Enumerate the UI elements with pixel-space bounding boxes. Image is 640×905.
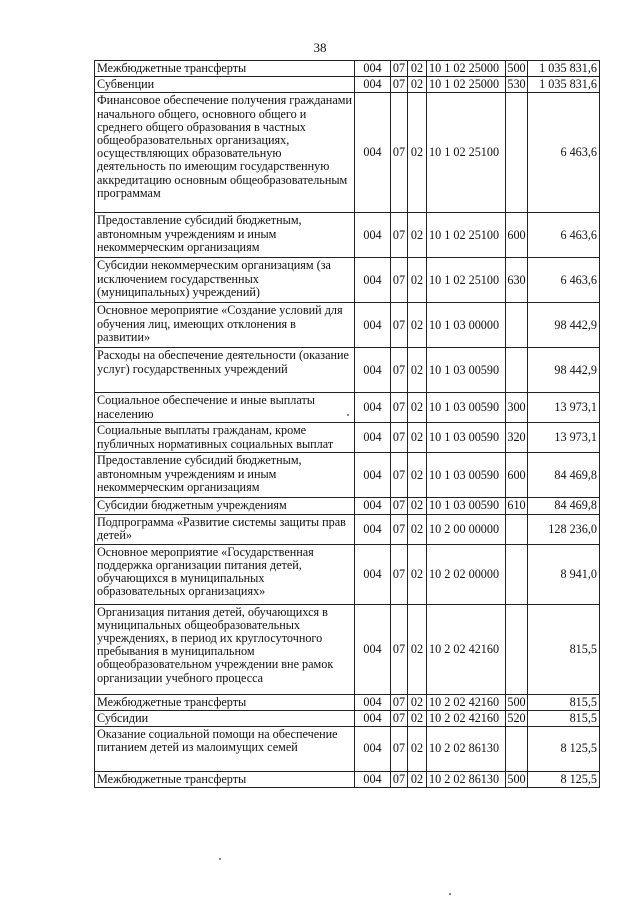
section-code-cell: 07 [391,604,408,694]
section-code-cell: 07 [391,423,408,453]
table-body [95,61,600,788]
table-row [95,544,600,604]
subsection-code-cell: 02 [408,772,427,788]
table-row [95,93,600,213]
amount-cell: 815,5 [528,604,600,694]
subsection-code-cell: 02 [408,453,427,498]
page-number: 38 [313,40,327,55]
expense-type-cell: 320 [506,423,528,453]
target-article-cell: 10 2 02 42160 [427,710,506,726]
subsection-code-cell: 02 [408,544,427,604]
target-article-cell: 10 2 02 86130 [427,727,506,772]
table-row [95,453,600,498]
grbs-code-cell: 004 [355,77,391,93]
expense-type-cell: 500 [507,61,526,75]
subsection-code-cell: 02 [408,258,427,303]
section-code-cell: 07 [391,498,408,514]
grbs-code-cell: 004 [355,258,391,303]
target-article-cell: 10 1 02 25000 [427,77,506,93]
target-article-cell: 10 1 03 00590 [427,348,506,393]
amount-cell: 815,5 [528,710,600,726]
item-name-cell: Межбюджетные трансферты [95,61,355,77]
table-row [95,393,600,423]
item-name-cell: Субсидии бюджетным учреждениям [95,498,355,514]
table-row [95,498,600,514]
section-code-cell: 07 [391,393,408,423]
amount-cell: 1 035 831,6 [528,61,600,77]
subsection-code-cell: 02 [408,93,427,213]
expense-type-cell: 500 [507,694,526,709]
table-row [95,77,600,93]
section-code-cell: 07 [391,348,408,393]
section-code-cell: 07 [391,93,408,213]
item-name-cell: Расходы на обеспечение деятельности (оказание услуг) государственных учреждений [95,348,355,393]
section-code-cell: 07 [391,61,408,77]
grbs-code-cell: 004 [355,93,391,213]
budget-table [94,60,600,788]
item-name-cell: Основное мероприятие «Государственная поддержка организации питания детей, обучающихся в муниципальных образовательных организациях» [95,544,355,604]
amount-cell: 6 463,6 [528,258,600,303]
target-article-cell: 10 2 02 00000 [427,544,506,604]
amount-cell: 13 973,1 [528,423,600,453]
amount-cell: 1 035 831,6 [528,77,600,93]
target-article-cell: 10 1 03 00590 [427,453,506,498]
amount-cell: 8 941,0 [528,544,600,604]
target-article-cell: 10 1 03 00590 [427,393,506,423]
subsection-code-cell: 02 [408,393,427,423]
grbs-code-cell: 004 [355,514,391,544]
expense-type-cell [506,604,528,694]
table-row [95,514,600,544]
amount-cell: 8 125,5 [528,727,600,772]
item-name-cell: Субсидии [95,710,355,726]
target-article-cell: 10 1 03 00000 [427,303,506,348]
expense-type-cell: 630 [506,258,528,303]
amount-cell: 84 469,8 [528,453,600,498]
target-article-cell: 10 2 00 00000 [427,514,506,544]
subsection-code-cell: 02 [408,348,427,393]
scan-speck [219,858,221,860]
amount-cell: 98 442,9 [528,303,600,348]
target-article-cell: 10 2 02 42160 [427,694,506,710]
scan-speck [449,893,451,895]
subsection-code-cell: 02 [408,77,427,93]
expense-type-cell [506,727,528,772]
grbs-code-cell: 004 [355,61,391,77]
expense-type-cell: 600 [506,213,528,258]
section-code-cell: 07 [391,514,408,544]
item-name-cell: Социальные выплаты гражданам, кроме публичных нормативных социальных выплат [95,423,355,453]
grbs-code-cell: 004 [355,604,391,694]
target-article-cell: 10 1 03 00590 [427,423,506,453]
subsection-code-cell: 02 [408,213,427,258]
table-row [95,694,600,710]
target-article-cell: 10 1 02 25100 [427,93,506,213]
amount-cell: 98 442,9 [528,348,600,393]
subsection-code-cell: 02 [408,303,427,348]
subsection-code-cell: 02 [408,710,427,726]
expense-type-cell: 600 [506,453,528,498]
item-name-cell: Субсидии некоммерческим организациям (за исключением государственных (муниципальных) учреждений) [95,258,355,303]
amount-cell: 13 973,1 [528,393,600,423]
section-code-cell: 07 [391,303,408,348]
grbs-code-cell: 004 [355,498,391,514]
item-name-cell: Подпрограмма «Развитие системы защиты прав детей» [95,514,355,544]
expense-type-cell: 610 [507,498,526,513]
section-code-cell: 07 [391,258,408,303]
section-code-cell: 07 [391,77,408,93]
subsection-code-cell: 02 [408,727,427,772]
item-name-cell: Межбюджетные трансферты [95,694,355,710]
grbs-code-cell: 004 [355,772,391,788]
table-row [95,727,600,772]
subsection-code-cell: 02 [408,604,427,694]
grbs-code-cell: 004 [355,453,391,498]
amount-cell: 6 463,6 [528,93,600,213]
amount-cell: 815,5 [528,694,600,710]
grbs-code-cell: 004 [355,393,391,423]
subsection-code-cell: 02 [408,694,427,710]
expense-type-cell: 300 [506,393,528,423]
expense-type-cell [506,544,528,604]
grbs-code-cell: 004 [355,423,391,453]
section-code-cell: 07 [391,694,408,710]
table-row [95,303,600,348]
expense-type-cell [506,348,528,393]
item-name-cell: Межбюджетные трансферты [95,772,355,788]
target-article-cell: 10 1 02 25100 [427,213,506,258]
table-row [95,604,600,694]
expense-type-cell [506,93,528,213]
table-row [95,61,600,77]
target-article-cell: 10 2 02 42160 [427,604,506,694]
section-code-cell: 07 [391,213,408,258]
item-name-cell: Социальное обеспечение и иные выплаты населению [95,393,355,423]
table-row [95,348,600,393]
subsection-code-cell: 02 [408,61,427,77]
grbs-code-cell: 004 [355,213,391,258]
table-row [95,423,600,453]
amount-cell: 128 236,0 [528,514,600,544]
subsection-code-cell: 02 [408,498,427,514]
section-code-cell: 07 [391,544,408,604]
grbs-code-cell: 004 [355,727,391,772]
section-code-cell: 07 [391,727,408,772]
target-article-cell: 10 1 03 00590 [427,498,506,514]
item-name-cell: Организация питания детей, обучающихся в муниципальных общеобразовательных учреждениях, в период их круглосуточного пребывания в муниципальном общеобразовательном учреждении вне рамок организации учебного процесса [95,604,355,694]
expense-type-cell [506,303,528,348]
amount-cell: 8 125,5 [528,772,600,788]
subsection-code-cell: 02 [408,423,427,453]
expense-type-cell: 530 [507,77,526,92]
item-name-cell: Предоставление субсидий бюджетным, автономным учреждениям и иным некоммерческим организациям [95,213,355,258]
table-row [95,710,600,726]
grbs-code-cell: 004 [355,694,391,710]
grbs-code-cell: 004 [355,303,391,348]
grbs-code-cell: 004 [355,710,391,726]
table-row [95,258,600,303]
section-code-cell: 07 [391,710,408,726]
grbs-code-cell: 004 [355,544,391,604]
item-name-cell: Предоставление субсидий бюджетным, автономным учреждениям и иным некоммерческим организациям [95,453,355,498]
item-name-cell: Оказание социальной помощи на обеспечение питанием детей из малоимущих семей [95,727,355,772]
expense-type-cell: 520 [507,710,526,725]
item-name-cell: Основное мероприятие «Создание условий для обучения лиц, имеющих отклонения в развитии» [95,303,355,348]
target-article-cell: 10 1 02 25000 [427,61,506,77]
amount-cell: 6 463,6 [528,213,600,258]
table-row [95,772,600,788]
target-article-cell: 10 1 02 25100 [427,258,506,303]
amount-cell: 84 469,8 [528,498,600,514]
expense-type-cell: 500 [507,772,526,787]
subsection-code-cell: 02 [408,514,427,544]
grbs-code-cell: 004 [355,348,391,393]
item-name-cell: Субвенции [95,77,355,93]
scan-speck [347,414,349,416]
section-code-cell: 07 [391,772,408,788]
table-row [95,213,600,258]
section-code-cell: 07 [391,453,408,498]
item-name-cell: Финансовое обеспечение получения гражданами начального общего, основного общего и среднего общего образования в частных общеобразовательных организациях, осуществляющих образовательную деятельность по имеющим государственную аккредитацию основным общеобразовательным программам [95,93,355,213]
expense-type-cell [506,514,528,544]
target-article-cell: 10 2 02 86130 [427,772,506,788]
